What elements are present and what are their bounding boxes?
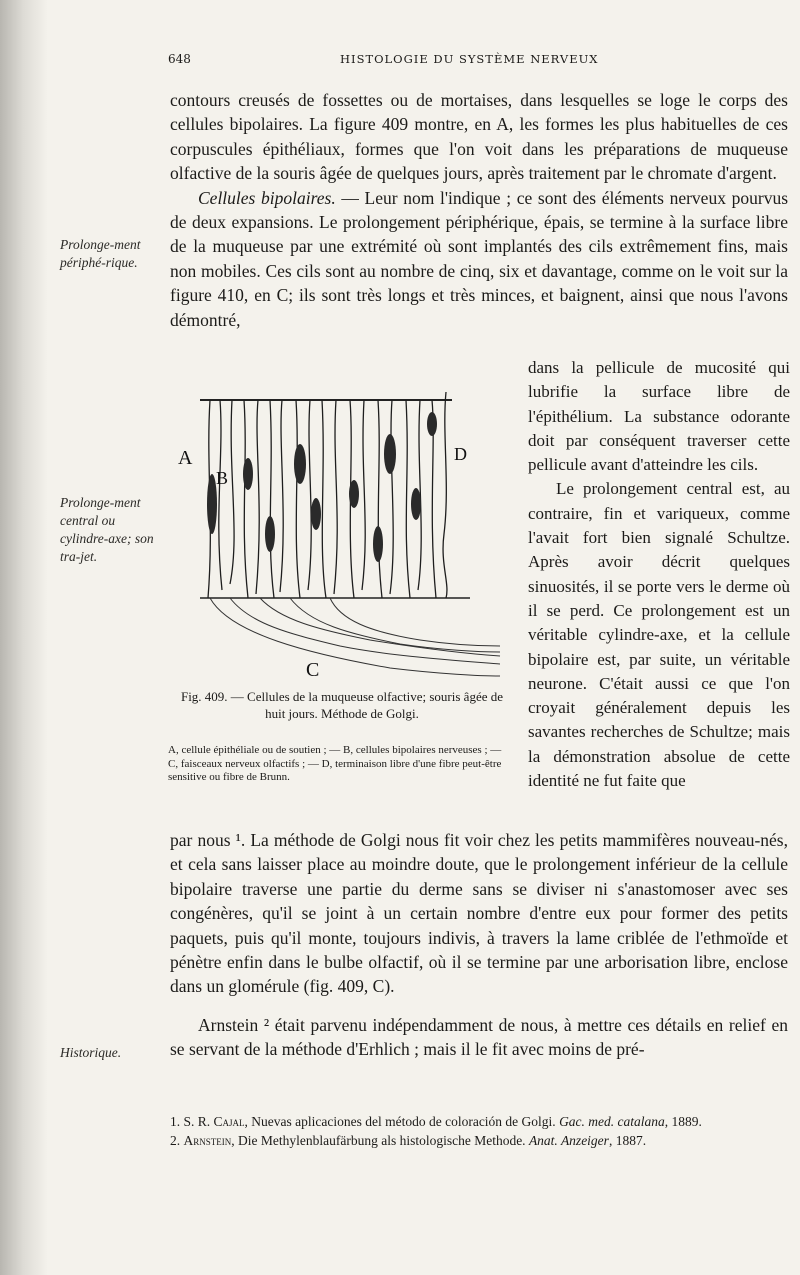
margin-note-historique: Historique. bbox=[60, 1045, 122, 1060]
figure-legend: A, cellule épithéliale ou de soutien ; — B, cellules bipolaires nerveuses ; — C, faisceaux nerveux olfactifs ; — D, terminaison libre d'une fibre peut-être sensitive ou fibre de Brunn. bbox=[168, 744, 502, 783]
footnote-2-title: Die Methylenblaufärbung als histologische Methode. bbox=[238, 1133, 526, 1148]
paragraph-2-text: — Leur nom l'indique ; ce sont des éléments nerveux pourvus de deux expansions. Le prolongement périphérique, épais, se termine à la surface libre de la muqueuse par une extrémité où sont implantés des cils extrêmement fins, mais non mobiles. Ces cils sont au nombre de cinq, six et davantage, comme on le voit sur la figure 410, en C; ils sont très longs et très minces, et baignent, ainsi que nous l'avons démontré, bbox=[170, 187, 789, 330]
footnote-1-title: Nuevas aplicaciones del método de coloración de Golgi. bbox=[251, 1114, 556, 1129]
paragraph-4: Arnstein ² était parvenu indépendamment de nous, à mettre ces détails en relief en se servant de la méthode d'Erhlich ; mais il le fit avec moins de pré- bbox=[170, 1014, 788, 1060]
figure-409 bbox=[170, 384, 510, 684]
figure-caption: Fig. 409. — Cellules de la muqueuse olfactive; souris âgée de huit jours. Méthode de Golgi. bbox=[180, 689, 504, 721]
footnote-2-author: Arnstein bbox=[183, 1133, 232, 1148]
paragraph-2 bbox=[170, 186, 788, 332]
page-number: 648 bbox=[168, 52, 191, 66]
margin-note-prolongement-peripherique: Prolonge-ment périphé-rique. bbox=[60, 237, 141, 270]
body-text-bottom bbox=[170, 828, 788, 1062]
right-column bbox=[528, 356, 790, 793]
body-text-top bbox=[170, 88, 788, 332]
footnote-2-journal: Anat. Anzeiger bbox=[528, 1133, 609, 1148]
page-header bbox=[0, 52, 800, 72]
page-edge-shadow bbox=[0, 0, 48, 1275]
footnote-1-author: S. R. Cajal bbox=[183, 1114, 245, 1129]
olfactory-cells-illustration bbox=[170, 384, 510, 684]
footnote-1-year: , 1889. bbox=[664, 1114, 702, 1129]
margin-note-prolongement-central: Prolonge-ment central ou cylindre-axe; son tra-jet. bbox=[60, 495, 154, 564]
footnote-1-journal: Gac. med. catalana bbox=[559, 1114, 665, 1129]
footnote-2-year: , 1887. bbox=[608, 1133, 647, 1148]
figure-label-d: D bbox=[454, 444, 467, 464]
right-column-paragraph-2: Le prolongement central est, au contraire, fin et variqueux, comme l'avait fort bien signalé Schultze. Après avoir décrit quelques sinuosités, il se porte vers le derme où il se perd. Ce prolongement est un véritable cylindre-axe, et la cellule bipolaire est, par suite, un véritable neurone. C'était aussi ce que l'on croyait généralement depuis les savantes recherches de Schultze; mais la démonstration absolue de cette identité ne fut faite que bbox=[528, 479, 790, 791]
footnote-1: 1. S. R. Cajal, Nuevas aplicaciones del método de coloración de Golgi. Gac. med. catalana, 1889. bbox=[170, 1114, 702, 1129]
figure-label-b: B bbox=[216, 468, 229, 488]
figure-label-c: C bbox=[306, 659, 320, 681]
figure-label-a: A bbox=[178, 447, 193, 469]
running-title: HISTOLOGIE DU SYSTÈME NERVEUX bbox=[340, 52, 599, 66]
footnotes bbox=[170, 1112, 788, 1150]
footnote-2: 2. Arnstein, Die Methylenblaufärbung als histologische Methode. Anat. Anzeiger, 1887. bbox=[170, 1133, 647, 1148]
right-column-paragraph-1: dans la pellicule de mucosité qui lubrifie la surface libre de l'épithélium. La substance odorante doit par conséquent traverser cette pellicule avant d'atteindre les cils. bbox=[528, 358, 790, 475]
paragraph-1: contours creusés de fossettes ou de mortaises, dans lesquelles se loge le corps des cellules bipolaires. La figure 409 montre, en A, les formes les plus habituelles de ces corpuscules épithéliaux, formes que l'on voit dans les préparations de muqueuse olfactive de la souris âgée de quelques jours, après traitement par le chromate d'argent. bbox=[170, 90, 788, 184]
paragraph-3: par nous ¹. La méthode de Golgi nous fit voir chez les petits mammifères nouveau-nés, et cela sans laisser place au moindre doute, que le prolongement inférieur de la cellule bipolaire traverse une partie du derme sans se diviser ni s'anastomoser avec ses congénères, qu'il se joint à un certain nombre d'entre eux pour former des petits paquets, puis qu'il monte, toujours indivis, à travers la lame criblée de l'ethmoïde et pénètre enfin dans le bulbe olfactif, où il se termine par une arborisation libre, enclose dans un glomérule (fig. 409, C). bbox=[170, 830, 788, 997]
paragraph-2-lead: Cellules bipolaires. bbox=[198, 187, 336, 208]
